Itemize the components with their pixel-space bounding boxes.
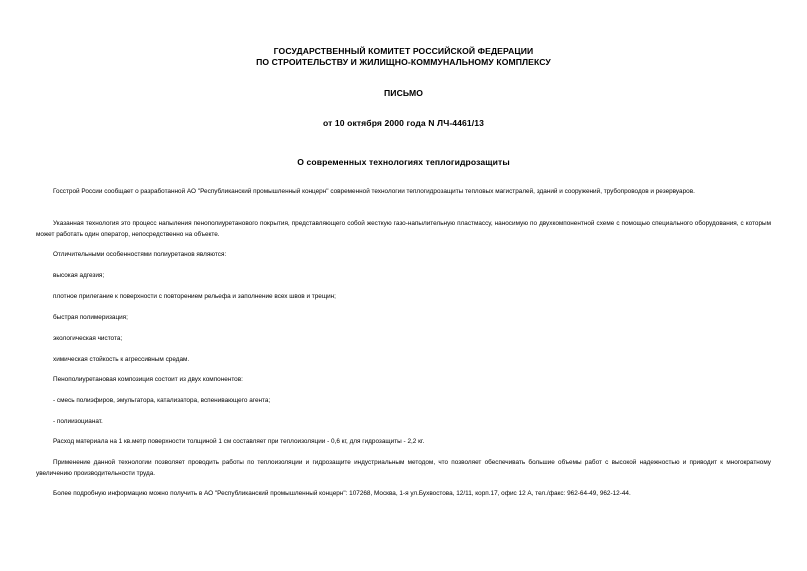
list-item: быстрая полимеризация; (53, 314, 128, 321)
list-item: высокая адгезия; (53, 272, 105, 279)
body-paragraph: Пенополиуретановая композиция состоит из двух компонентов: (53, 376, 243, 383)
list-item: - полиизоцианат. (53, 418, 103, 425)
document-type: ПИСЬМО (384, 88, 423, 98)
body-paragraph: Указанная технология это процесс напыления пенополиуретанового покрытия, представляющего собой жесткую газо-напылительную пластмассу, наносимую по двухкомпонентной схеме с помощью специального оборудования, с которым может работать один оператор, непосредственно на объекте. (36, 220, 771, 238)
body-paragraph: Отличительными особенностями полиуретанов являются: (53, 251, 227, 258)
list-item: экологическая чистота; (53, 335, 123, 342)
body-paragraph: Госстрой России сообщает о разработанной АО "Республиканский промышленный концерн" современной технологии теплогидрозащиты тепловых магистралей, зданий и сооружений, трубопроводов и резервуаров. (53, 188, 695, 195)
list-item: химическая стойкость к агрессивным средам. (53, 356, 190, 363)
document-date-number: от 10 октября 2000 года N ЛЧ-4461/13 (322, 118, 485, 128)
body-paragraph: Применение данной технологии позволяет проводить работы по теплоизоляции и гидрозащите индустриальным методом, что позволяет обеспечивать большие объемы работ с высокой надежностью и приводит к многократному увеличению производительности труда. (36, 459, 771, 477)
list-item: - смесь полиэфиров, эмульгатора, катализатора, вспенивающего агента; (53, 397, 271, 404)
issuing-organization-line-1: ГОСУДАРСТВЕННЫЙ КОМИТЕТ РОССИЙСКОЙ ФЕДЕРАЦИИ (273, 46, 534, 56)
issuing-organization-line-2: ПО СТРОИТЕЛЬСТВУ И ЖИЛИЩНО-КОММУНАЛЬНОМУ КОМПЛЕКСУ (256, 57, 551, 67)
body-paragraph: Расход материала на 1 кв.метр поверхности толщиной 1 см составляет при теплоизоляции - 0,6 кг, для гидрозащиты - 2,2 кг. (53, 438, 425, 445)
document-subject: О современных технологиях теплогидрозащиты (297, 157, 510, 167)
list-item: плотное прилегание к поверхности с повторением рельефа и заполнение всех швов и трещин; (53, 293, 336, 300)
body-paragraph: Более подробную информацию можно получить в АО "Республиканский промышленный концерн": 107268, Москва, 1-я ул.Бухвостова, 12/11, корп.17, офис 12 А, тел./факс: 962-64-49, 962-12-44. (53, 490, 631, 497)
